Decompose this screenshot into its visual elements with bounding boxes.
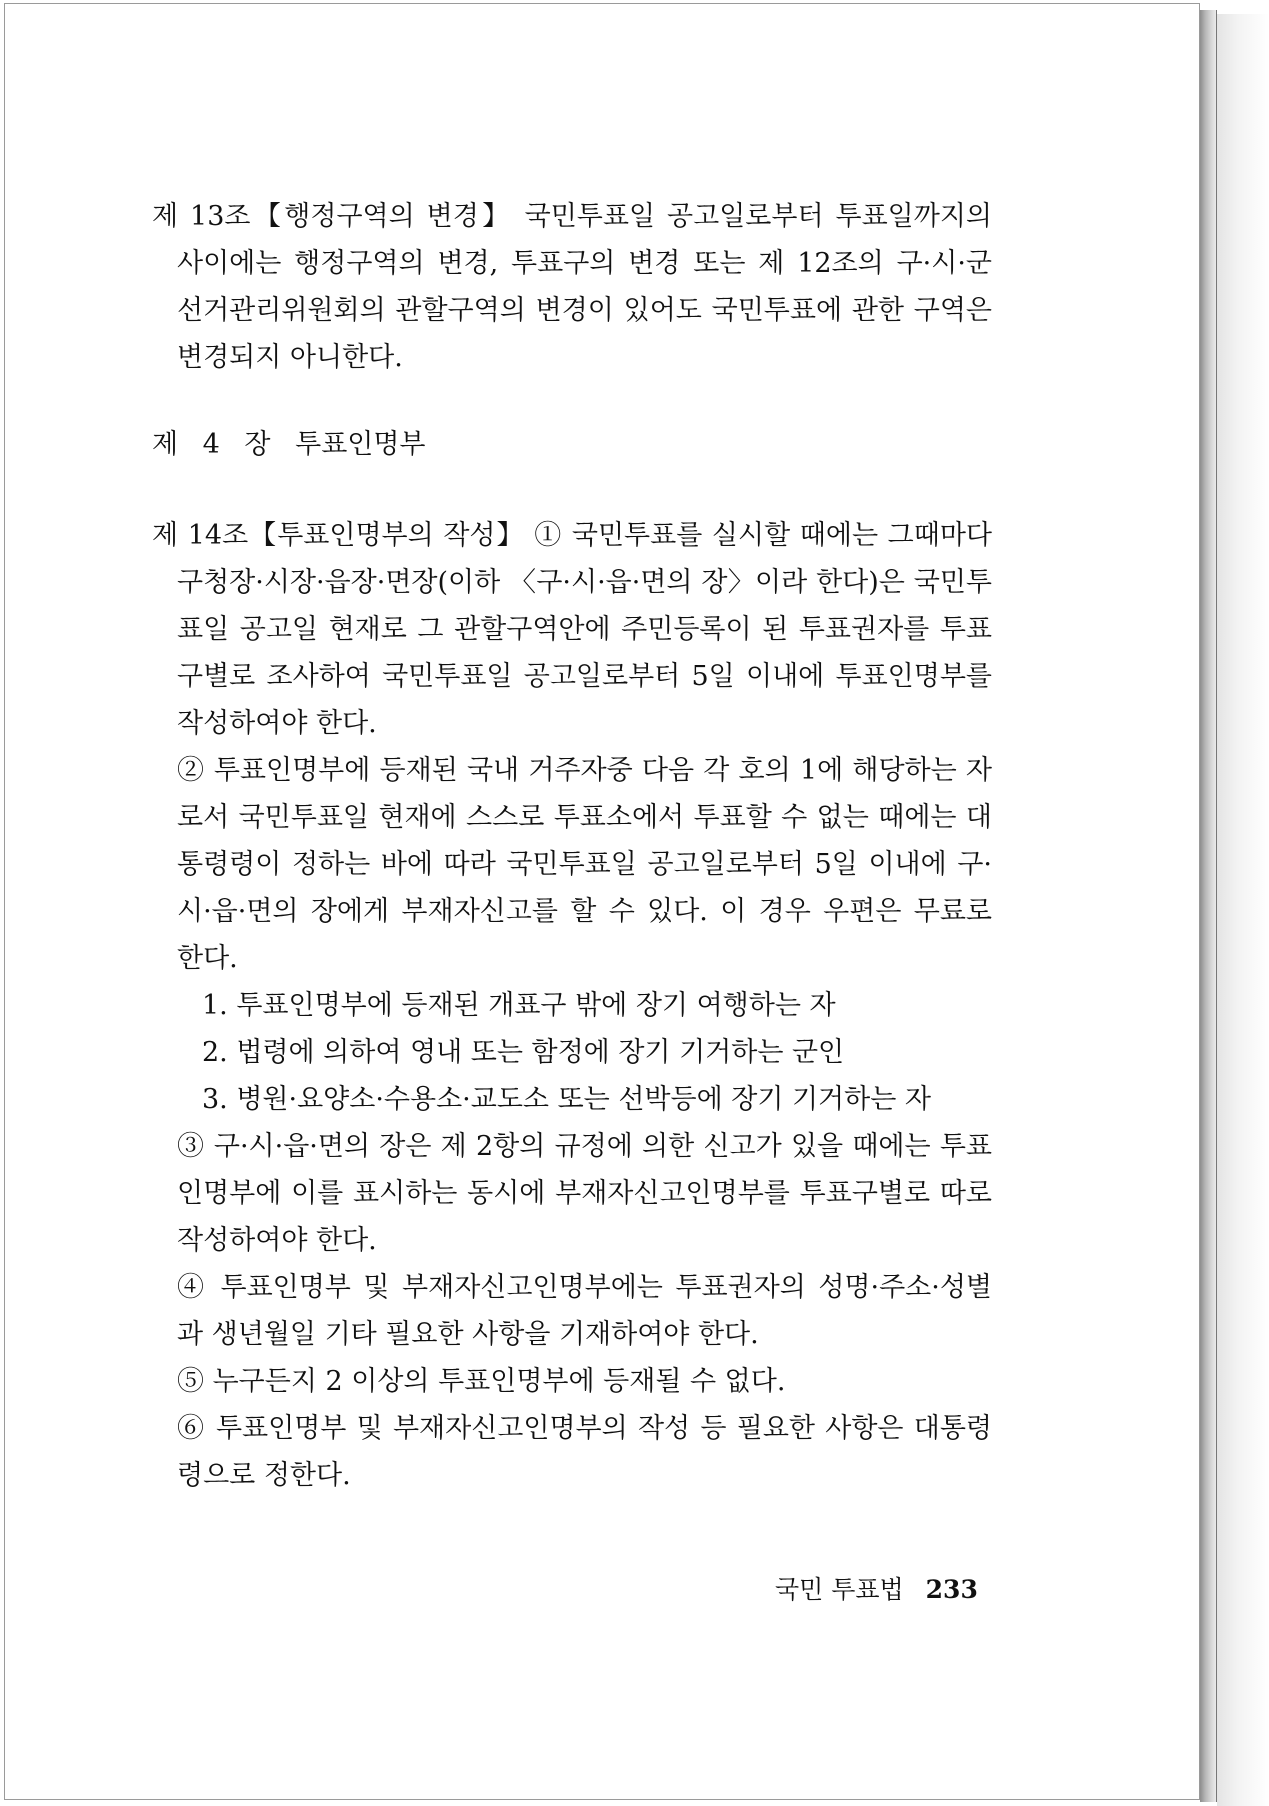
article-14-paragraph-6: ⑥ 투표인명부 및 부재자신고인명부의 작성 등 필요한 사항은 대통령령으로 정한다. [177, 1413, 992, 1491]
running-title: 국민 투표법 [775, 1575, 904, 1604]
article-13 [152, 193, 992, 381]
article-14-paragraph-5: ⑤ 누구든지 2 이상의 투표인명부에 등재될 수 없다. [177, 1366, 786, 1397]
page-shadow [1217, 14, 1269, 1806]
article-14-paragraph-2: ② 투표인명부에 등재된 국내 거주자중 다음 각 호의 1에 해당하는 자로서 국민투표일 현재에 스스로 투표소에서 투표할 수 없는 때에는 대통령령이 정하는 바에 따라 국민투표일 공고일로부터 5일 이내에 구·시·읍·면의 장에게 부재자신고를 할 수 있다. 이 경우 우편은 무료로 한다. [177, 755, 992, 974]
list-item: 3. 병원·요양소·수용소·교도소 또는 선박등에 장기 기거하는 자 [202, 1084, 931, 1115]
page-number: 233 [925, 1575, 978, 1604]
article-14-paragraph-1 [152, 512, 992, 747]
article-14-heading: 제 14조【투표인명부의 작성】 [152, 520, 525, 551]
article-14-paragraph-4: ④ 투표인명부 및 부재자신고인명부에는 투표권자의 성명·주소·성별과 생년월일 기타 필요한 사항을 기재하여야 한다. [177, 1272, 992, 1350]
list-item: 2. 법령에 의하여 영내 또는 함정에 장기 기거하는 군인 [202, 1037, 845, 1068]
chapter-number: 제 4 장 [152, 429, 271, 460]
article-13-text: 국민투표일 공고일로부터 투표일까지의 사이에는 행정구역의 변경, 투표구의 변경 또는 제 12조의 구·시·군 선거관리위원회의 관할구역의 변경이 있어도 국민투표에 관한 구역은 변경되지 아니한다. [177, 201, 992, 373]
page-edge [1200, 10, 1217, 1802]
chapter-title: 투표인명부 [295, 429, 426, 460]
article-14-item-list [152, 982, 992, 1123]
page-footer [775, 1570, 978, 1610]
chapter-heading [152, 421, 992, 468]
article-13-heading: 제 13조【행정구역의 변경】 [152, 201, 513, 232]
article-14-p1-text: ① 국민투표를 실시할 때에는 그때마다 구청장·시장·읍장·면장(이하 〈구·시·읍·면의 장〉이라 한다)은 국민투표일 공고일 현재로 그 관할구역안에 주민등록이 된 투표권자를 투표구별로 조사하여 국민투표일 공고일로부터 5일 이내에 투표인명부를 작성하여야 한다. [177, 520, 992, 739]
list-item: 1. 투표인명부에 등재된 개표구 밖에 장기 여행하는 자 [202, 990, 836, 1021]
article-14-paragraph-3: ③ 구·시·읍·면의 장은 제 2항의 규정에 의한 신고가 있을 때에는 투표인명부에 이를 표시하는 동시에 부재자신고인명부를 투표구별로 따로 작성하여야 한다. [177, 1131, 992, 1256]
page-content [152, 193, 992, 1499]
